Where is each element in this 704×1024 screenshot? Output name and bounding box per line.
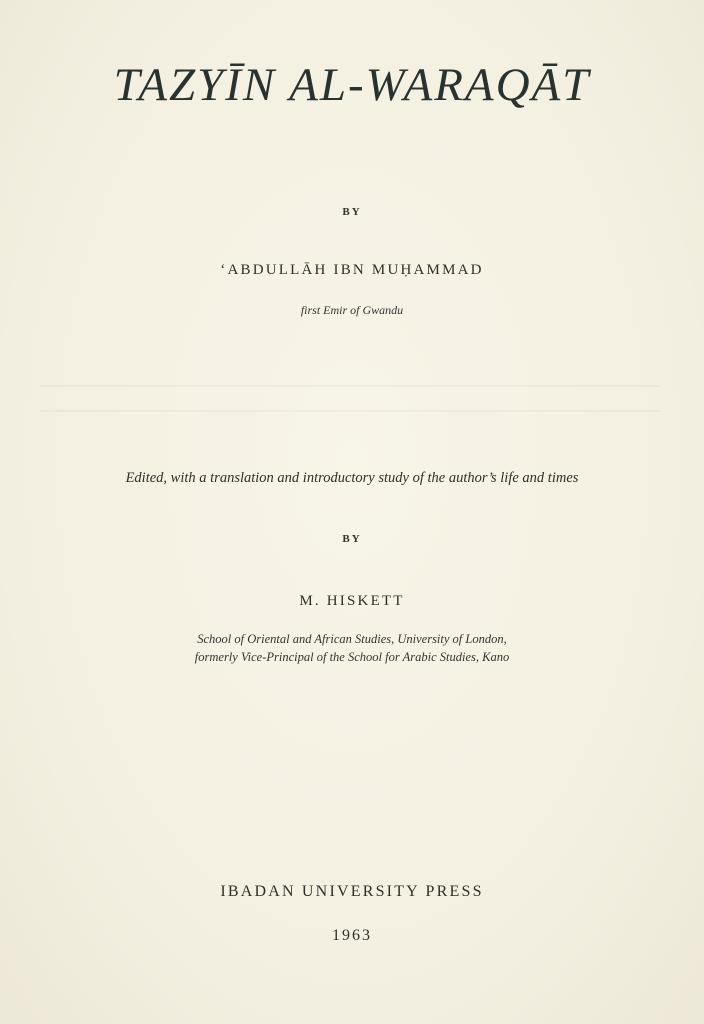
author-description: first Emir of Gwandu: [300, 303, 404, 317]
editor-name: M. HISKETT: [299, 593, 405, 609]
book-title: TAZYĪN AL-WARAQĀT: [113, 59, 591, 111]
show-through-line: [40, 385, 660, 387]
author-name: ʻABDULLĀH IBN MUḤAMMAD: [220, 262, 484, 278]
editor-affiliation-line-2: formerly Vice-Principal of the School for Arabic Studies, Kano: [194, 650, 510, 664]
edited-statement: Edited, with a translation and introductory study of the author’s life and times: [125, 470, 579, 486]
editor-affiliation-line-1: School of Oriental and African Studies, University of London,: [197, 632, 507, 646]
show-through-line: [40, 410, 660, 412]
publication-year: 1963: [332, 927, 372, 944]
by-label: BY: [342, 206, 362, 218]
publisher-name: IBADAN UNIVERSITY PRESS: [220, 883, 484, 900]
by-label-editor: BY: [342, 533, 362, 545]
